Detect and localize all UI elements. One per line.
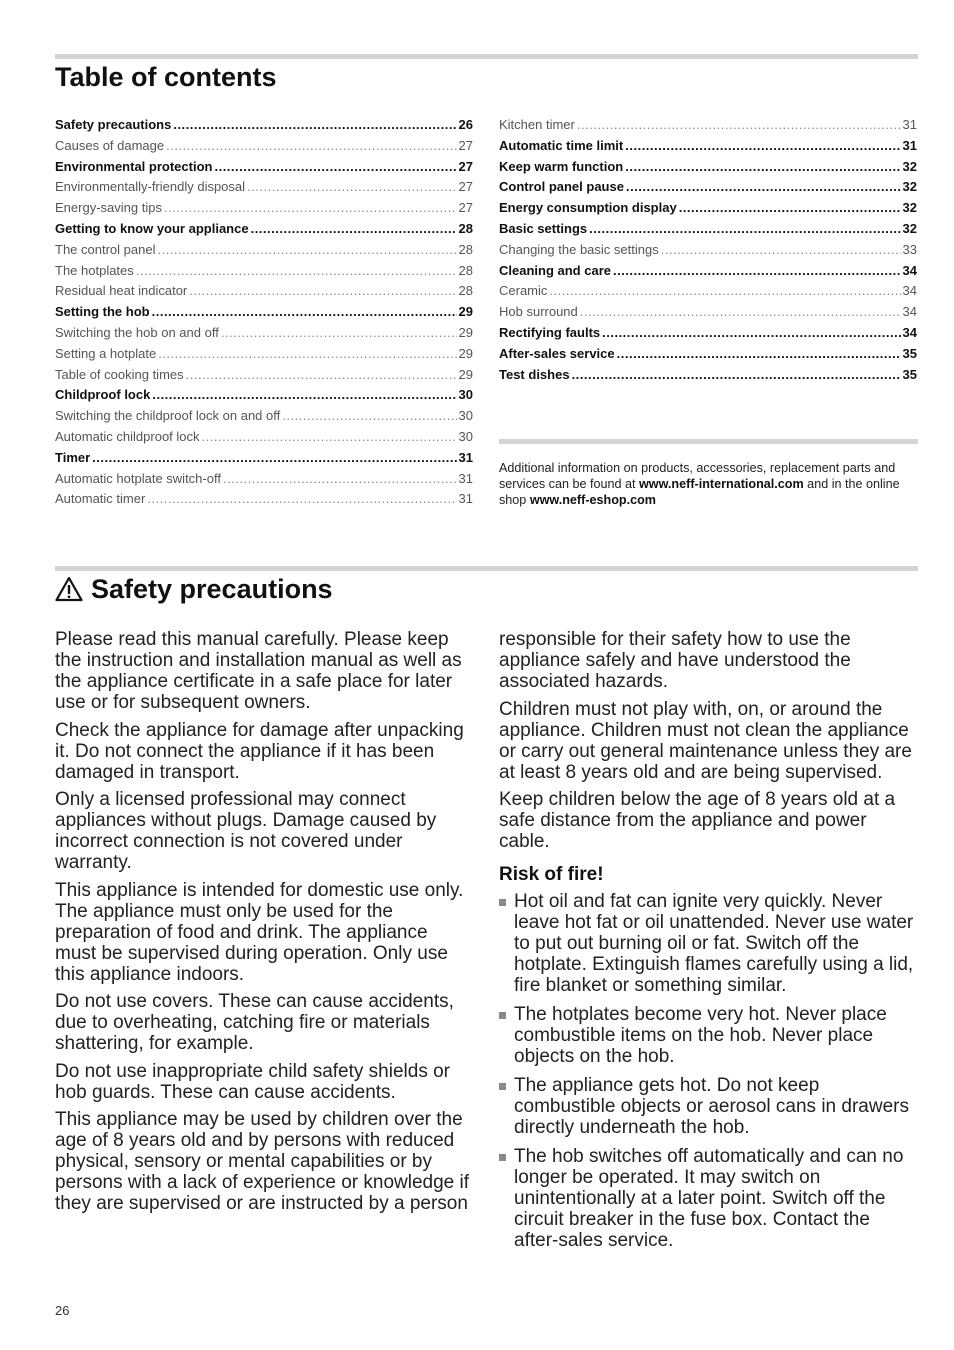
toc-entry-title: Setting a hotplate [55,345,157,361]
info-text-2: and in the online shop [499,477,900,507]
info-link-international[interactable]: www.neff-international.com [639,477,804,491]
safety-paragraph: Do not use inappropriate child safety shields or hob guards. These can cause accidents. [55,1060,451,1103]
toc-entry-title: The control panel [55,241,156,257]
toc-entry-title: After-sales service [499,345,615,361]
safety-right-column [499,629,917,1259]
toc-entry-page: 27 [458,158,473,174]
toc-entry-title: Timer [55,449,91,465]
toc-entry-page: 34 [902,324,917,340]
toc-entry[interactable] [499,177,917,198]
safety-paragraph: This appliance may be used by children over the age of 8 years old and by persons with reduced physical, sensory or mental capabilities or by persons with a lack of experience or knowledge if they are supervised or are instructed by a person [55,1109,470,1214]
toc-entry-page: 31 [902,137,917,153]
toc-entry[interactable] [55,406,473,427]
toc-entry-page: 30 [458,387,473,403]
toc-entry-title: Energy consumption display [499,200,677,216]
toc-entry-page: 28 [458,283,473,299]
toc-entry-page: 29 [458,324,473,340]
toc-leader-dots [166,136,456,157]
bullet-text: Hot oil and fat can ignite very quickly. Never leave hot fat or oil unattended. Never use water to put out burning oil or fat. Switch off the hotplate. Extinguish flames carefully using a lid, fire blanket or something similar. [514,891,914,996]
info-text-1: Additional information on products, accessories, replacement parts and services can be found at [499,461,896,491]
toc-entry-page: 32 [902,158,917,174]
safety-paragraph: Children must not play with, on, or around the appliance. Children must not clean the appliance or carry out general maintenance unless they are at least 8 years old and are being supervised. [499,698,912,783]
toc-entry-title: Basic settings [499,220,588,236]
toc-entry[interactable] [499,136,917,157]
toc-leader-dots [152,302,457,323]
toc-entry-page: 29 [458,345,473,361]
toc-entry[interactable] [55,302,473,323]
toc-entry[interactable] [55,157,473,178]
toc-entry[interactable] [499,281,917,302]
toc-entry[interactable] [499,115,917,136]
toc-leader-dots [223,469,457,490]
toc-entry-title: Childproof lock [55,387,151,403]
toc-entry[interactable] [55,240,473,261]
info-rule [499,439,918,444]
safety-left-column [55,629,473,1221]
toc-entry-title: Causes of damage [55,137,165,153]
toc-entry-title: Ceramic [499,283,548,299]
warning-triangle-icon [55,576,83,602]
toc-leader-dots [580,302,901,323]
toc-leader-dots [617,344,901,365]
toc-entry-page: 28 [458,220,473,236]
toc-entry-title: Automatic childproof lock [55,428,200,444]
info-link-eshop[interactable]: www.neff-eshop.com [529,493,656,507]
toc-entry-title: Rectifying faults [499,324,601,340]
toc-leader-dots [189,281,456,302]
toc-entry-title: Changing the basic settings [499,241,659,257]
toc-entry[interactable] [55,427,473,448]
toc-entry[interactable] [499,344,917,365]
toc-leader-dots [661,240,901,261]
toc-entry-title: Cleaning and care [499,262,611,278]
toc-entry[interactable] [499,323,917,344]
bullet-text: The hob switches off automatically and can no longer be operated. It may switch on unintentionally at a later point. Switch off the circuit breaker in the fuse box. Contact the after-sales service. [514,1146,904,1251]
safety-paragraph: responsible for their safety how to use the appliance safely and have understood the associated hazards. [499,629,851,692]
toc-leader-dots [625,136,900,157]
toc-entry-title: Switching the hob on and off [55,324,219,340]
toc-entry-page: 26 [458,117,473,132]
toc-entry-title: Residual heat indicator [55,283,188,299]
toc-entry-page: 29 [458,304,473,320]
toc-entry-title: Automatic time limit [499,137,624,153]
toc-leader-dots [147,489,456,510]
toc-entry[interactable] [55,323,473,344]
safety-paragraph: Keep children below the age of 8 years old at a safe distance from the appliance and power cable. [499,789,896,852]
safety-paragraph: Check the appliance for damage after unpacking it. Do not connect the appliance if it has been damaged in transport. [55,719,464,783]
toc-leader-dots [202,427,457,448]
fire-risk-bullet [499,1075,917,1138]
toc-leader-dots [549,281,900,302]
toc-entry-title: Getting to know your appliance [55,220,249,236]
toc-entry-page: 30 [458,408,473,424]
toc-entry-page: 32 [902,200,917,216]
toc-entry-page: 28 [458,241,473,257]
page-number: 26 [55,1303,70,1318]
toc-leader-dots [214,157,456,178]
toc-entry-page: 28 [458,262,473,278]
toc-entry-title: Keep warm function [499,158,624,174]
toc-entry-title: Automatic hotplate switch-off [55,470,221,486]
toc-entry[interactable] [55,448,473,469]
toc-title: Table of contents [55,62,277,92]
bullet-square-icon [499,1154,506,1161]
safety-title-text: Safety precautions [91,574,333,604]
toc-entry-page: 31 [902,117,917,132]
toc-entry-page: 31 [458,491,473,507]
toc-leader-dots [251,219,457,240]
toc-entry-title: Kitchen timer [499,117,575,132]
toc-entry-title: Setting the hob [55,304,150,320]
fire-risk-bullet [499,1146,917,1251]
toc-entry-page: 27 [458,200,473,216]
toc-entry[interactable] [499,219,917,240]
toc-entry-page: 34 [902,262,917,278]
toc-leader-dots [625,157,900,178]
toc-entry[interactable] [55,469,473,490]
toc-entry-page: 32 [902,220,917,236]
bullet-text: The hotplates become very hot. Never place combustible items on the hob. Never place objects on the hob. [514,1004,887,1067]
toc-entry[interactable] [55,261,473,282]
toc-leader-dots [247,177,457,198]
toc-entry[interactable] [499,157,917,178]
toc-leader-dots [164,198,457,219]
toc-leader-dots [158,344,456,365]
toc-entry-page: 35 [902,345,917,361]
toc-entry[interactable] [499,198,917,219]
toc-leader-dots [221,323,457,344]
toc-entry-page: 35 [902,366,917,382]
toc-entry-title: Energy-saving tips [55,200,162,216]
toc-entry-title: Test dishes [499,366,570,382]
safety-paragraph: This appliance is intended for domestic use only. The appliance must only be used for the preparation of food and drink. The appliance must be supervised during operation. Only use this appliance indoors. [55,879,464,985]
toc-entry[interactable] [55,219,473,240]
toc-entry[interactable] [55,136,473,157]
bullet-square-icon [499,1012,506,1019]
bullet-square-icon [499,899,506,906]
toc-entry-title: Safety precautions [55,117,172,132]
top-rule [55,54,918,59]
toc-entry-page: 33 [902,241,917,257]
toc-entry-page: 29 [458,366,473,382]
toc-entry[interactable] [55,489,473,510]
toc-leader-dots [602,323,900,344]
toc-entry-title: Environmentally-friendly disposal [55,179,246,195]
toc-entry-title: Switching the childproof lock on and off [55,408,281,424]
toc-entry-title: Hob surround [499,304,578,320]
toc-entry-title: Automatic timer [55,491,146,507]
toc-entry[interactable] [55,177,473,198]
toc-leader-dots [626,177,901,198]
safety-title [55,574,333,605]
toc-entry[interactable] [55,115,473,136]
toc-entry-page: 31 [458,470,473,486]
toc-entry-title: Table of cooking times [55,366,184,382]
toc-entry-page: 34 [902,283,917,299]
toc-entry[interactable] [499,261,917,282]
toc-entry-page: 27 [458,137,473,153]
safety-paragraph: Do not use covers. These can cause accidents, due to overheating, catching fire or materials shattering, for example. [55,991,454,1054]
additional-info [499,460,917,508]
toc-entry[interactable] [55,344,473,365]
toc-entry-title: Environmental protection [55,158,213,174]
safety-paragraph: Only a licensed professional may connect appliances without plugs. Damage caused by incorrect connection is not covered under warranty. [55,789,437,873]
risk-of-fire-heading: Risk of fire! [499,864,604,885]
bullet-text: The appliance gets hot. Do not keep combustible objects or aerosol cans in drawers directly underneath the hob. [514,1075,909,1138]
toc-entry-page: 34 [902,304,917,320]
toc-leader-dots [136,261,457,282]
toc-left-column [55,115,473,510]
toc-leader-dots [152,385,456,406]
toc-leader-dots [282,406,456,427]
toc-entry-title: The hotplates [55,262,134,278]
toc-leader-dots [572,365,901,386]
toc-leader-dots [577,115,901,136]
toc-entry-page: 27 [458,179,473,195]
toc-entry-page: 32 [902,179,917,195]
toc-entry[interactable] [499,302,917,323]
toc-leader-dots [613,261,901,282]
toc-entry-title: Control panel pause [499,179,624,195]
safety-paragraph: Please read this manual carefully. Please keep the instruction and installation manual as well as the appliance certificate in a safe place for later use or for subsequent owners. [55,629,462,713]
toc-entry[interactable] [55,281,473,302]
fire-risk-bullet [499,891,917,996]
fire-risk-bullet [499,1004,917,1067]
toc-entry-page: 30 [458,428,473,444]
toc-entry[interactable] [55,365,473,386]
toc-leader-dots [589,219,900,240]
toc-entry[interactable] [55,385,473,406]
toc-leader-dots [186,365,457,386]
safety-rule [55,566,918,571]
toc-leader-dots [173,115,456,136]
toc-entry-page: 31 [458,449,473,465]
toc-right-column [499,115,917,385]
toc-entry[interactable] [499,240,917,261]
toc-leader-dots [92,448,456,469]
toc-entry[interactable] [55,198,473,219]
toc-entry[interactable] [499,365,917,386]
toc-leader-dots [157,240,456,261]
bullet-square-icon [499,1083,506,1090]
toc-leader-dots [679,198,901,219]
